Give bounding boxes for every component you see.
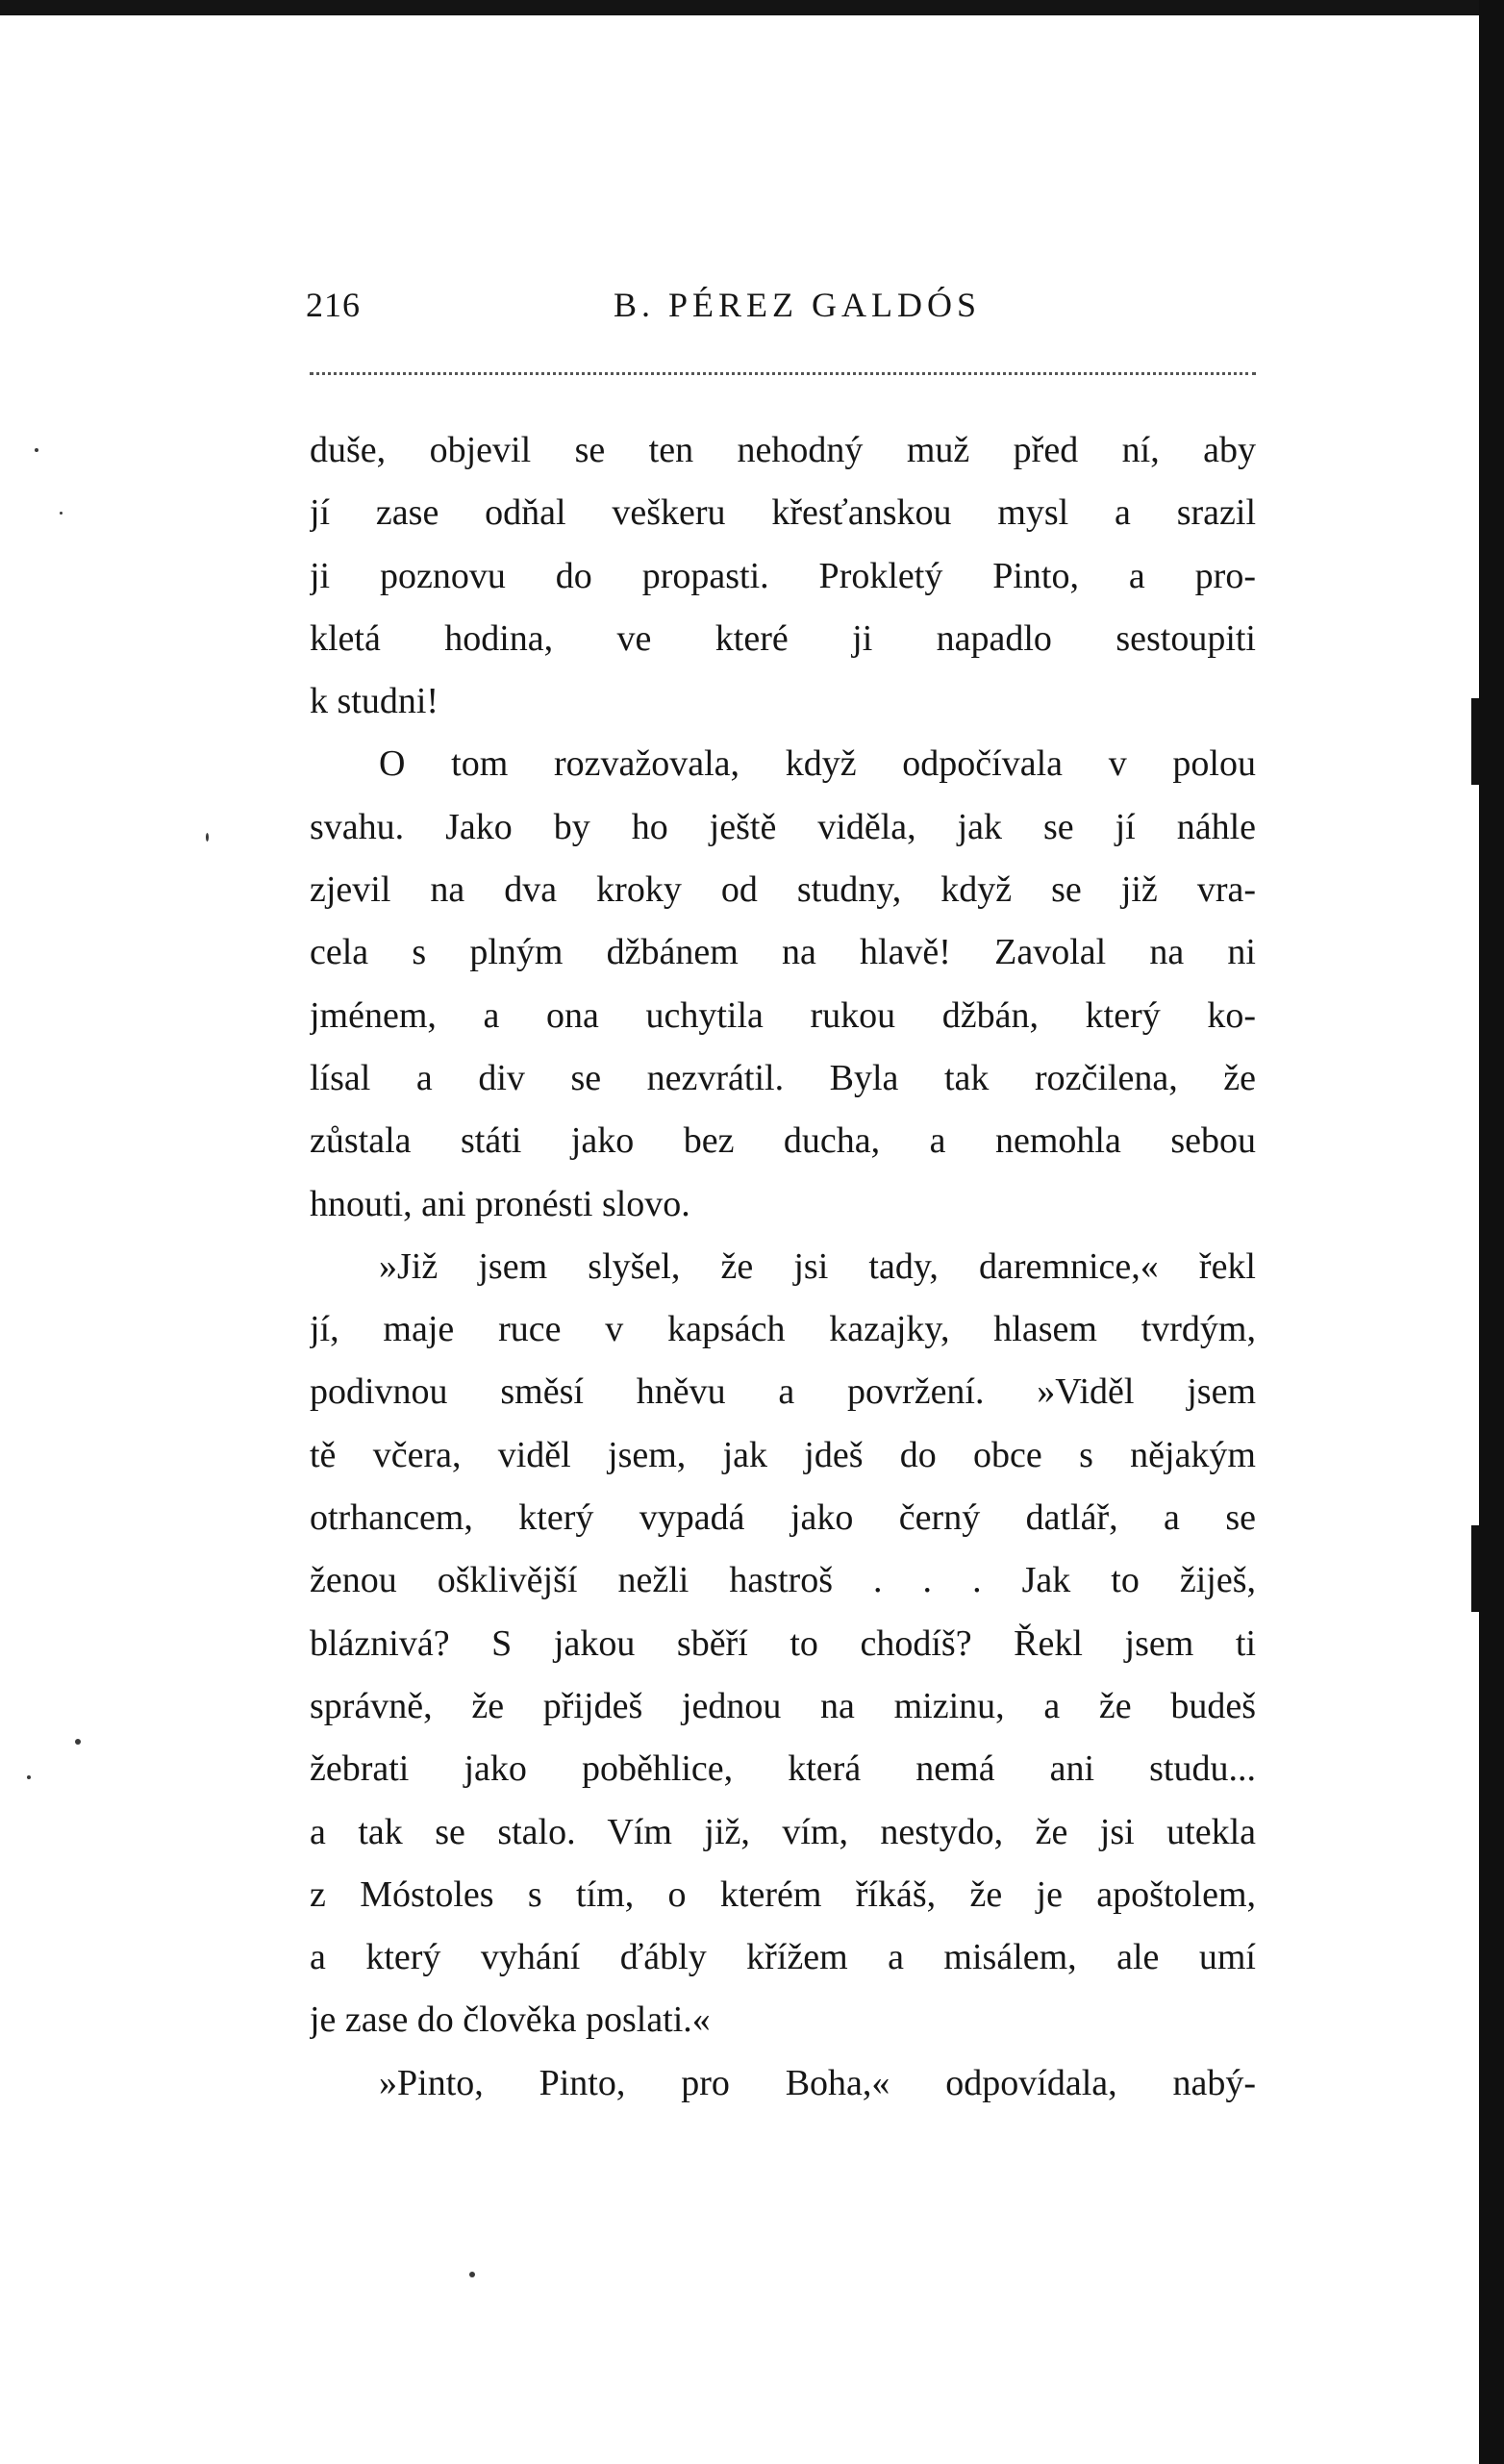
text-line: lísal a div se nezvrátil. Byla tak rozčilena, že [310,1057,1256,1098]
page-number: 216 [306,286,361,324]
text-line: duše, objevil se ten nehodný muž před ní, aby [310,430,1256,470]
text-line: tě včera, viděl jsem, jak jdeš do obce s nějakým [310,1434,1256,1475]
text-line: »Pinto, Pinto, pro Boha,« odpovídala, nabý- [379,2062,1256,2103]
text-line: hnouti, ani pronésti slovo. [310,1183,690,1224]
text-line: kletá hodina, ve které ji napadlo sestoupiti [310,617,1256,659]
text-line: svahu. Jako by ho ještě viděla, jak se jí náhle [310,806,1256,847]
text-line: cela s plným džbánem na hlavě! Zavolal na ni [310,932,1256,973]
text-line: správně, že přijdeš jednou na mizinu, a že budeš [310,1685,1256,1726]
text-line: je zase do člověka poslati.« [310,1999,711,2041]
text-line: jí, maje ruce v kapsách kazajky, hlasem tvrdým, [310,1309,1256,1350]
scan-speck [469,2272,475,2277]
header-rule [310,372,1256,375]
text-line: zjevil na dva kroky od studny, když se již vra- [310,869,1256,911]
binding-mark [1471,698,1479,785]
running-head: B. PÉREZ GALDÓS [614,286,982,324]
scan-speck [75,1739,81,1745]
scan-speck [35,448,38,452]
text-line: žebrati jako poběhlice, která nemá ani studu... [310,1748,1256,1790]
body-text [310,419,1256,2115]
text-line: O tom rozvažovala, když odpočívala v polou [379,743,1256,785]
text-line: podivnou směsí hněvu a povržení. »Viděl jsem [310,1371,1256,1413]
text-line: z Móstoles s tím, o kterém říkáš, že je apoštolem, [310,1873,1256,1915]
text-line: k studni! [310,681,439,722]
text-line: jí zase odňal veškeru křesťanskou mysl a srazil [310,492,1256,534]
binding-mark [1471,1525,1479,1612]
scan-speck [206,833,209,842]
page-header [306,285,1271,327]
scan-top-border [0,0,1504,15]
text-line: otrhancem, který vypadá jako černý datlář, a se [310,1497,1256,1539]
text-line: bláznivá? S jakou sběří to chodíš? Řekl jsem ti [310,1622,1256,1664]
text-line: jménem, a ona uchytila rukou džbán, který ko- [310,994,1256,1036]
text-line: ženou ošklivější nežli hastroš . . . Jak to žiješ, [310,1560,1256,1601]
text-line: zůstala státi jako bez ducha, a nemohla sebou [310,1120,1256,1162]
text-line: a tak se stalo. Vím již, vím, nestydo, že jsi utekla [310,1811,1256,1852]
scan-speck [60,512,63,515]
scan-right-border [1479,0,1504,2464]
text-line: a který vyhání ďábly křížem a misálem, ale umí [310,1937,1256,1978]
scan-speck [27,1775,31,1779]
text-line: ji poznovu do propasti. Prokletý Pinto, a pro- [310,555,1256,596]
text-line: »Již jsem slyšel, že jsi tady, daremnice,« řekl [379,1245,1256,1287]
